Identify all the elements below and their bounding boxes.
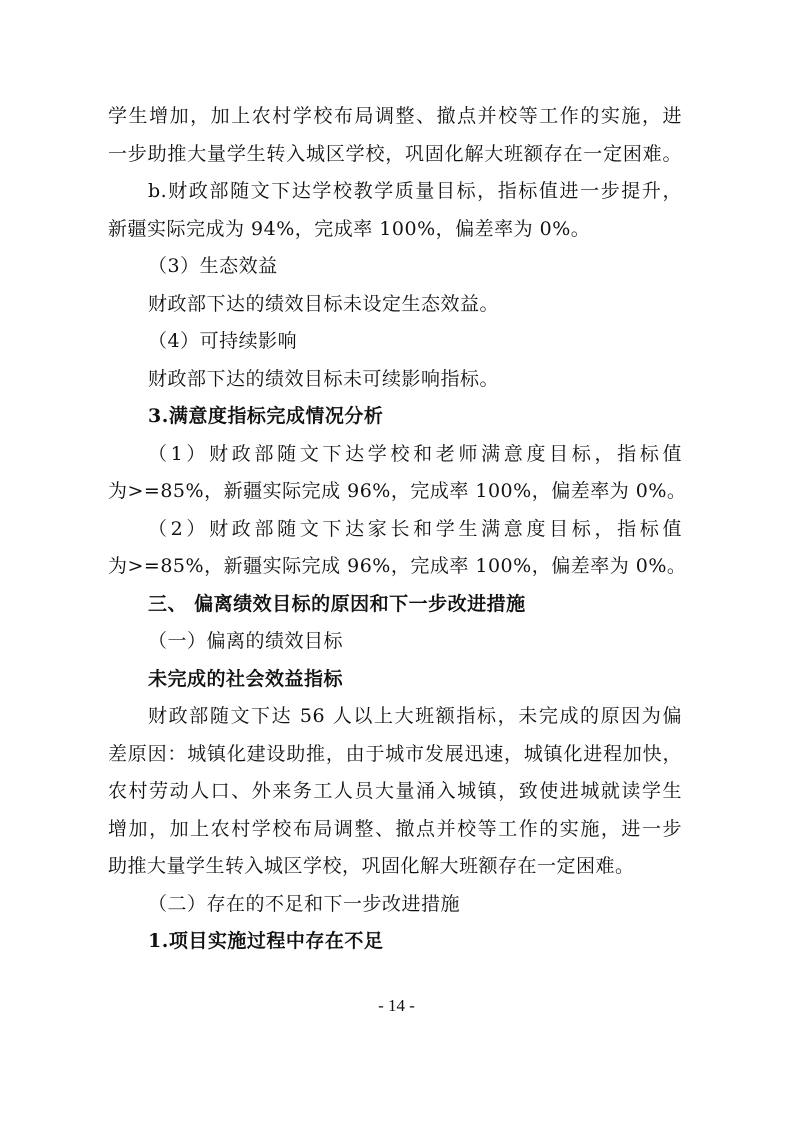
section-heading: （3）生态效益 <box>148 255 278 277</box>
paragraph-line: 差原因：城镇化建设助推，由于城市发展迅速，城镇化进程加快， <box>108 743 682 765</box>
paragraph-line: 助推大量学生转入城区学校，巩固化解大班额存在一定困难。 <box>108 855 635 877</box>
paragraph-line: 财政部下达的绩效目标未设定生态效益。 <box>148 293 500 315</box>
paragraph-line: 财政部随文下达 56 人以上大班额指标，未完成的原因为偏 <box>148 705 682 727</box>
paragraph-line: （2）财政部随文下达家长和学生满意度目标，指标值 <box>148 518 682 540</box>
section-heading: 1.项目实施过程中存在不足 <box>148 930 384 952</box>
section-heading: 未完成的社会效益指标 <box>148 668 344 690</box>
paragraph-line: 新疆实际完成为 94%，完成率 100%，偏差率为 0%。 <box>108 218 591 240</box>
paragraph-line: （1）财政部随文下达学校和老师满意度目标，指标值 <box>148 443 682 465</box>
section-heading: 3.满意度指标完成情况分析 <box>148 405 384 427</box>
page-number: - 14 - <box>378 996 415 1015</box>
section-heading: （二）存在的不足和下一步改进措施 <box>148 893 461 915</box>
paragraph-line: 为>=85%，新疆实际完成 96%，完成率 100%，偏差率为 0%。 <box>108 480 687 502</box>
paragraph-line: 增加，加上农村学校布局调整、撤点并校等工作的实施，进一步 <box>108 818 682 840</box>
paragraph-line: 为>=85%，新疆实际完成 96%，完成率 100%，偏差率为 0%。 <box>108 555 687 577</box>
paragraph-line: 学生增加，加上农村学校布局调整、撤点并校等工作的实施，进 <box>108 105 682 127</box>
paragraph-line: b.财政部随文下达学校教学质量目标，指标值进一步提升， <box>148 180 682 202</box>
paragraph-line: 农村劳动人口、外来务工人员大量涌入城镇，致使进城就读学生 <box>108 780 682 802</box>
section-heading: 三、 偏离绩效目标的原因和下一步改进措施 <box>148 593 526 615</box>
paragraph-line: 财政部下达的绩效目标未可续影响指标。 <box>148 368 500 390</box>
paragraph-line: 一步助推大量学生转入城区学校，巩固化解大班额存在一定困难。 <box>108 143 682 165</box>
section-heading: （4）可持续影响 <box>148 330 298 352</box>
section-heading: （一）偏离的绩效目标 <box>148 630 344 652</box>
